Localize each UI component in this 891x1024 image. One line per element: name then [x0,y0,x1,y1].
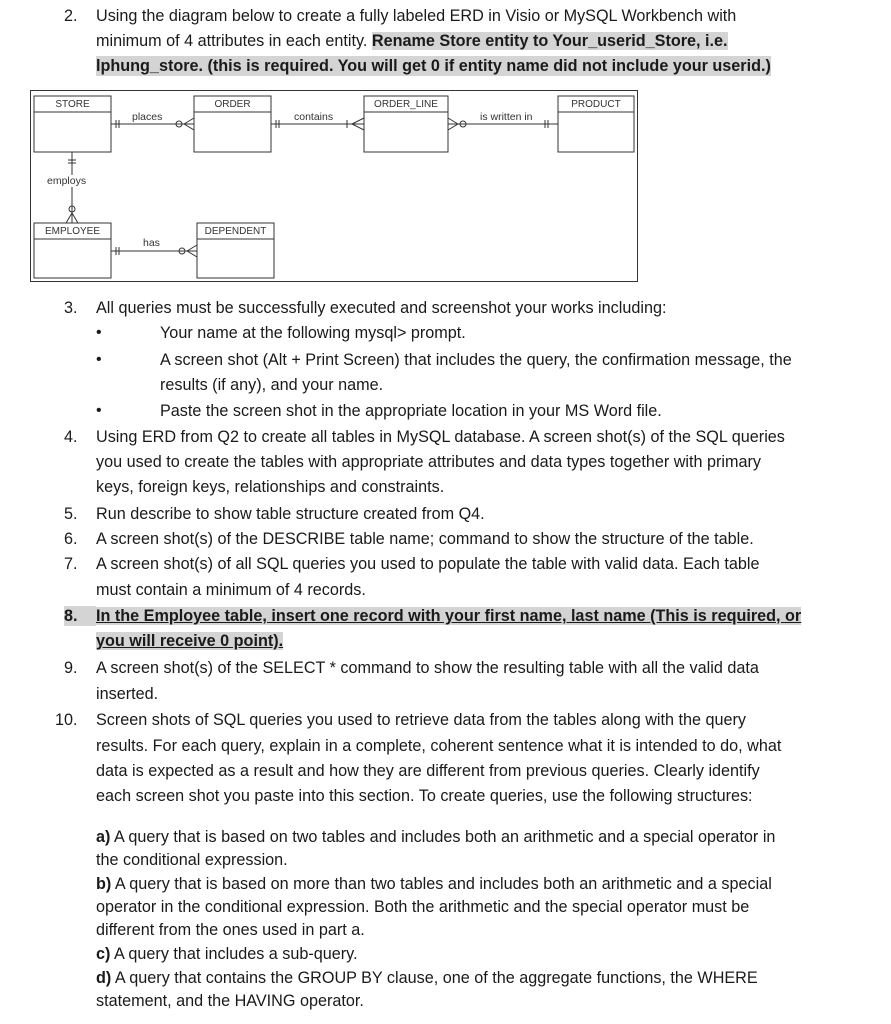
q9-number: 9. [64,659,78,677]
q8-line-2 [96,631,283,651]
order-line-entity-title: ORDER_LINE [374,99,438,110]
product-entity-title: PRODUCT [571,99,621,110]
q10-line-2: results. For each query, explain in a complete, coherent sentence what it is intended to do, what [96,737,782,755]
q6-text: A screen shot(s) of the DESCRIBE table name; command to show the structure of the table. [96,530,754,548]
q10-part-b-line-1 [96,874,772,894]
q10-line-4: each screen shot you paste into this section. To create queries, use the following structures: [96,787,753,805]
q6-number: 6. [64,530,78,548]
q3-number: 3. [64,299,78,317]
q5-number: 5. [64,505,78,523]
q10-part-d-label: d) [96,969,112,987]
q10-part-c-text: A query that includes a sub-query. [114,945,358,963]
employee-entity-title: EMPLOYEE [44,226,101,237]
q8-line-1-text: In the Employee table, insert one record with your first name, last name (This is required, or [96,607,802,625]
q4-number: 4. [64,428,78,446]
store-entity-title: STORE [55,99,90,110]
q7-line-1: A screen shot(s) of all SQL queries you used to populate the table with valid data. Each table [96,555,760,573]
erd-lines [31,91,637,281]
places-relationship-label: places [132,111,163,123]
contains-relationship-label: contains [294,111,334,123]
q10-part-b-line-3: different from the ones used in part a. [96,921,365,939]
q8-line-1 [96,606,801,626]
bullet-icon: • [96,324,102,341]
q3-bullet-2-line-1: A screen shot (Alt + Print Screen) that includes the query, the confirmation message, the [160,351,792,369]
q9-line-2: inserted. [96,685,159,703]
q10-part-b-text-1: A query that is based on more than two tables and includes both an arithmetic and a special [114,875,772,893]
q2-number: 2. [64,7,78,25]
order-entity-title: ORDER [214,99,251,110]
q4-line-3: keys, foreign keys, relationships and constraints. [96,478,445,496]
q10-line-1: Screen shots of SQL queries you used to retrieve data from the tables along with the query [96,711,746,729]
has-relationship-label: has [143,237,160,249]
q5-text: Run describe to show table structure created from Q4. [96,505,485,523]
q2-line-2 [96,31,728,51]
q10-part-a-text-1: A query that is based on two tables and includes both an arithmetic and a special operator in [114,828,776,846]
bullet-icon: • [96,402,102,419]
q10-part-a-line-2: the conditional expression. [96,851,288,869]
q10-part-b-label: b) [96,875,112,893]
bullet-icon: • [96,351,102,368]
q10-part-a-label: a) [96,828,111,846]
q10-part-c-label: c) [96,945,111,963]
q8-number: 8. [64,606,96,626]
q10-part-a-line-1 [96,827,775,847]
q10-part-c-line [96,944,358,964]
q10-number: 10. [55,711,78,729]
q2-line-2a: minimum of 4 attributes in each entity. [96,32,368,50]
q10-part-d-line-2: statement, and the HAVING operator. [96,992,364,1010]
q2-line-1: Using the diagram below to create a fully labeled ERD in Visio or MySQL Workbench with [96,7,737,25]
q10-part-d-text-1: A query that contains the GROUP BY clause, one of the aggregate functions, the WHERE [114,969,758,987]
q3-bullet-2-line-2: results (if any), and your name. [160,376,384,394]
q10-part-d-line-1 [96,968,758,988]
q3-bullet-3: Paste the screen shot in the appropriate location in your MS Word file. [160,402,662,420]
q7-number: 7. [64,555,78,573]
q10-part-b-line-2: operator in the conditional expression. Both the arithmetic and the special operator must be [96,898,750,916]
q4-line-2: you used to create the tables with appropriate attributes and data types together with primary [96,453,761,471]
q2-line-2b-highlight: Rename Store entity to Your_userid_Store, i.e. [371,32,728,50]
q7-line-2: must contain a minimum of 4 records. [96,581,366,599]
is-written-in-relationship-label: is written in [480,111,533,123]
dependent-entity-title: DEPENDENT [204,226,267,237]
q8-line-2-text: you will receive 0 point). [96,632,284,650]
q10-line-3: data is expected as a result and how they are different from previous queries. Clearly identify [96,762,760,780]
q4-line-1: Using ERD from Q2 to create all tables in MySQL database. A screen shot(s) of the SQL queries [96,428,785,446]
q2-line-3-highlight: lphung_store. (this is required. You will get 0 if entity name did not include your userid.) [96,57,771,75]
q3-bullet-1: Your name at the following mysql> prompt. [160,324,466,342]
employs-relationship-label: employs [47,175,87,187]
erd-diagram [30,90,638,282]
q9-line-1: A screen shot(s) of the SELECT * command to show the resulting table with all the valid data [96,659,759,677]
q3-text: All queries must be successfully executed and screenshot your works including: [96,299,667,317]
